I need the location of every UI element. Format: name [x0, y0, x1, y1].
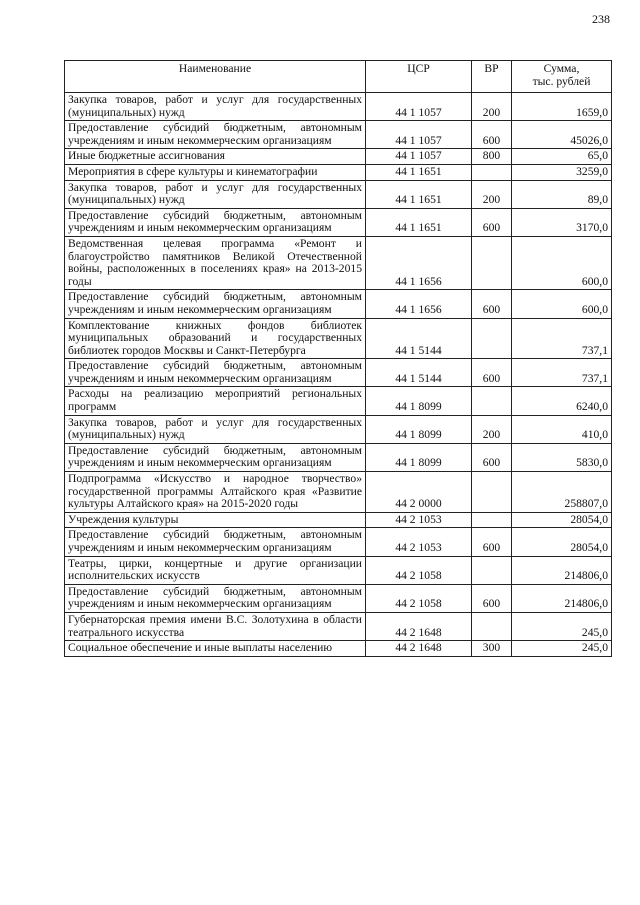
row-name: Предоставление субсидий бюджетным, автономным учреждениям и иным некоммерческим организациям: [65, 584, 366, 612]
table-row: [65, 472, 612, 513]
row-csr: 44 1 1651: [366, 180, 472, 208]
header-name: Наименование: [65, 61, 366, 93]
row-vr: 600: [472, 359, 512, 387]
row-name: Подпрограмма «Искусство и народное творчество» государственной программы Алтайского края «Развитие культуры Алтайского края» на 2015-2020 годы: [65, 472, 366, 513]
row-csr: 44 1 1656: [366, 290, 472, 318]
row-sum: 245,0: [512, 641, 612, 657]
header-sum-line2: тыс. рублей: [532, 74, 591, 88]
row-csr: 44 2 0000: [366, 472, 472, 513]
table-row: [65, 290, 612, 318]
table-row: [65, 208, 612, 236]
table-row: [65, 121, 612, 149]
row-name: Закупка товаров, работ и услуг для государственных (муниципальных) нужд: [65, 180, 366, 208]
header-sum-line1: Сумма,: [543, 62, 580, 75]
row-name: Социальное обеспечение и иные выплаты населению: [65, 641, 366, 657]
row-sum: 258807,0: [512, 472, 612, 513]
row-csr: 44 2 1053: [366, 528, 472, 556]
row-name: Ведомственная целевая программа «Ремонт и благоустройство памятников Великой Отечественной войны, расположенных в поселениях края» на 2013-2015 годы: [65, 236, 366, 289]
row-name: Иные бюджетные ассигнования: [65, 149, 366, 165]
row-name: Предоставление субсидий бюджетным, автономным учреждениям и иным некоммерческим организациям: [65, 443, 366, 471]
row-csr: 44 2 1648: [366, 641, 472, 657]
row-name: Предоставление субсидий бюджетным, автономным учреждениям и иным некоммерческим организациям: [65, 290, 366, 318]
page-number: 238: [592, 12, 610, 26]
table-row: [65, 164, 612, 180]
row-sum: 45026,0: [512, 121, 612, 149]
row-csr: 44 1 8099: [366, 415, 472, 443]
row-name: Предоставление субсидий бюджетным, автономным учреждениям и иным некоммерческим организациям: [65, 528, 366, 556]
row-vr: [472, 612, 512, 640]
table-row: [65, 584, 612, 612]
row-csr: 44 1 5144: [366, 318, 472, 359]
budget-table: [64, 60, 612, 657]
row-csr: 44 1 5144: [366, 359, 472, 387]
row-csr: 44 2 1053: [366, 512, 472, 528]
row-name: Учреждения культуры: [65, 512, 366, 528]
table-row: [65, 556, 612, 584]
row-sum: 3259,0: [512, 164, 612, 180]
row-vr: [472, 236, 512, 289]
table-row: [65, 93, 612, 121]
row-csr: 44 2 1648: [366, 612, 472, 640]
row-sum: 600,0: [512, 236, 612, 289]
table-row: [65, 612, 612, 640]
row-csr: 44 1 1057: [366, 93, 472, 121]
row-name: Предоставление субсидий бюджетным, автономным учреждениям и иным некоммерческим организациям: [65, 121, 366, 149]
table-row: [65, 149, 612, 165]
row-name: Закупка товаров, работ и услуг для государственных (муниципальных) нужд: [65, 415, 366, 443]
row-sum: 89,0: [512, 180, 612, 208]
row-name: Комплектование книжных фондов библиотек муниципальных образований и государственных библиотек городов Москвы и Санкт-Петербурга: [65, 318, 366, 359]
row-name: Закупка товаров, работ и услуг для государственных (муниципальных) нужд: [65, 93, 366, 121]
table-row: [65, 443, 612, 471]
row-sum: 214806,0: [512, 584, 612, 612]
row-sum: 28054,0: [512, 512, 612, 528]
row-vr: [472, 472, 512, 513]
header-csr: ЦСР: [366, 61, 472, 93]
row-vr: 600: [472, 121, 512, 149]
row-name: Губернаторская премия имени В.С. Золотухина в области театрального искусства: [65, 612, 366, 640]
row-name: Предоставление субсидий бюджетным, автономным учреждениям и иным некоммерческим организациям: [65, 359, 366, 387]
row-vr: 600: [472, 290, 512, 318]
row-sum: 737,1: [512, 318, 612, 359]
table-row: [65, 387, 612, 415]
row-csr: 44 2 1058: [366, 584, 472, 612]
row-sum: 737,1: [512, 359, 612, 387]
row-sum: 28054,0: [512, 528, 612, 556]
row-name: Мероприятия в сфере культуры и кинематографии: [65, 164, 366, 180]
table-row: [65, 318, 612, 359]
row-sum: 1659,0: [512, 93, 612, 121]
table-row: [65, 415, 612, 443]
table-row: [65, 359, 612, 387]
table-row: [65, 180, 612, 208]
row-csr: 44 1 8099: [366, 443, 472, 471]
row-sum: 6240,0: [512, 387, 612, 415]
row-vr: 200: [472, 93, 512, 121]
header-sum: [512, 61, 612, 93]
row-csr: 44 1 1057: [366, 149, 472, 165]
table-row: [65, 236, 612, 289]
table-header-row: [65, 61, 612, 93]
row-vr: 600: [472, 443, 512, 471]
row-name: Предоставление субсидий бюджетным, автономным учреждениям и иным некоммерческим организациям: [65, 208, 366, 236]
row-sum: 65,0: [512, 149, 612, 165]
row-csr: 44 1 8099: [366, 387, 472, 415]
table-row: [65, 512, 612, 528]
row-name: Расходы на реализацию мероприятий региональных программ: [65, 387, 366, 415]
header-vr: ВР: [472, 61, 512, 93]
row-vr: 800: [472, 149, 512, 165]
row-sum: 5830,0: [512, 443, 612, 471]
row-csr: 44 2 1058: [366, 556, 472, 584]
row-csr: 44 1 1651: [366, 208, 472, 236]
row-sum: 3170,0: [512, 208, 612, 236]
row-vr: [472, 556, 512, 584]
row-sum: 245,0: [512, 612, 612, 640]
row-vr: 200: [472, 415, 512, 443]
table-body: [65, 93, 612, 657]
row-sum: 410,0: [512, 415, 612, 443]
row-vr: 300: [472, 641, 512, 657]
row-vr: 600: [472, 528, 512, 556]
row-sum: 214806,0: [512, 556, 612, 584]
row-vr: 600: [472, 584, 512, 612]
row-vr: [472, 512, 512, 528]
row-vr: [472, 318, 512, 359]
row-csr: 44 1 1656: [366, 236, 472, 289]
table-row: [65, 528, 612, 556]
row-vr: 200: [472, 180, 512, 208]
row-vr: [472, 164, 512, 180]
table-row: [65, 641, 612, 657]
row-csr: 44 1 1057: [366, 121, 472, 149]
row-sum: 600,0: [512, 290, 612, 318]
row-vr: [472, 387, 512, 415]
row-csr: 44 1 1651: [366, 164, 472, 180]
row-vr: 600: [472, 208, 512, 236]
row-name: Театры, цирки, концертные и другие организации исполнительских искусств: [65, 556, 366, 584]
